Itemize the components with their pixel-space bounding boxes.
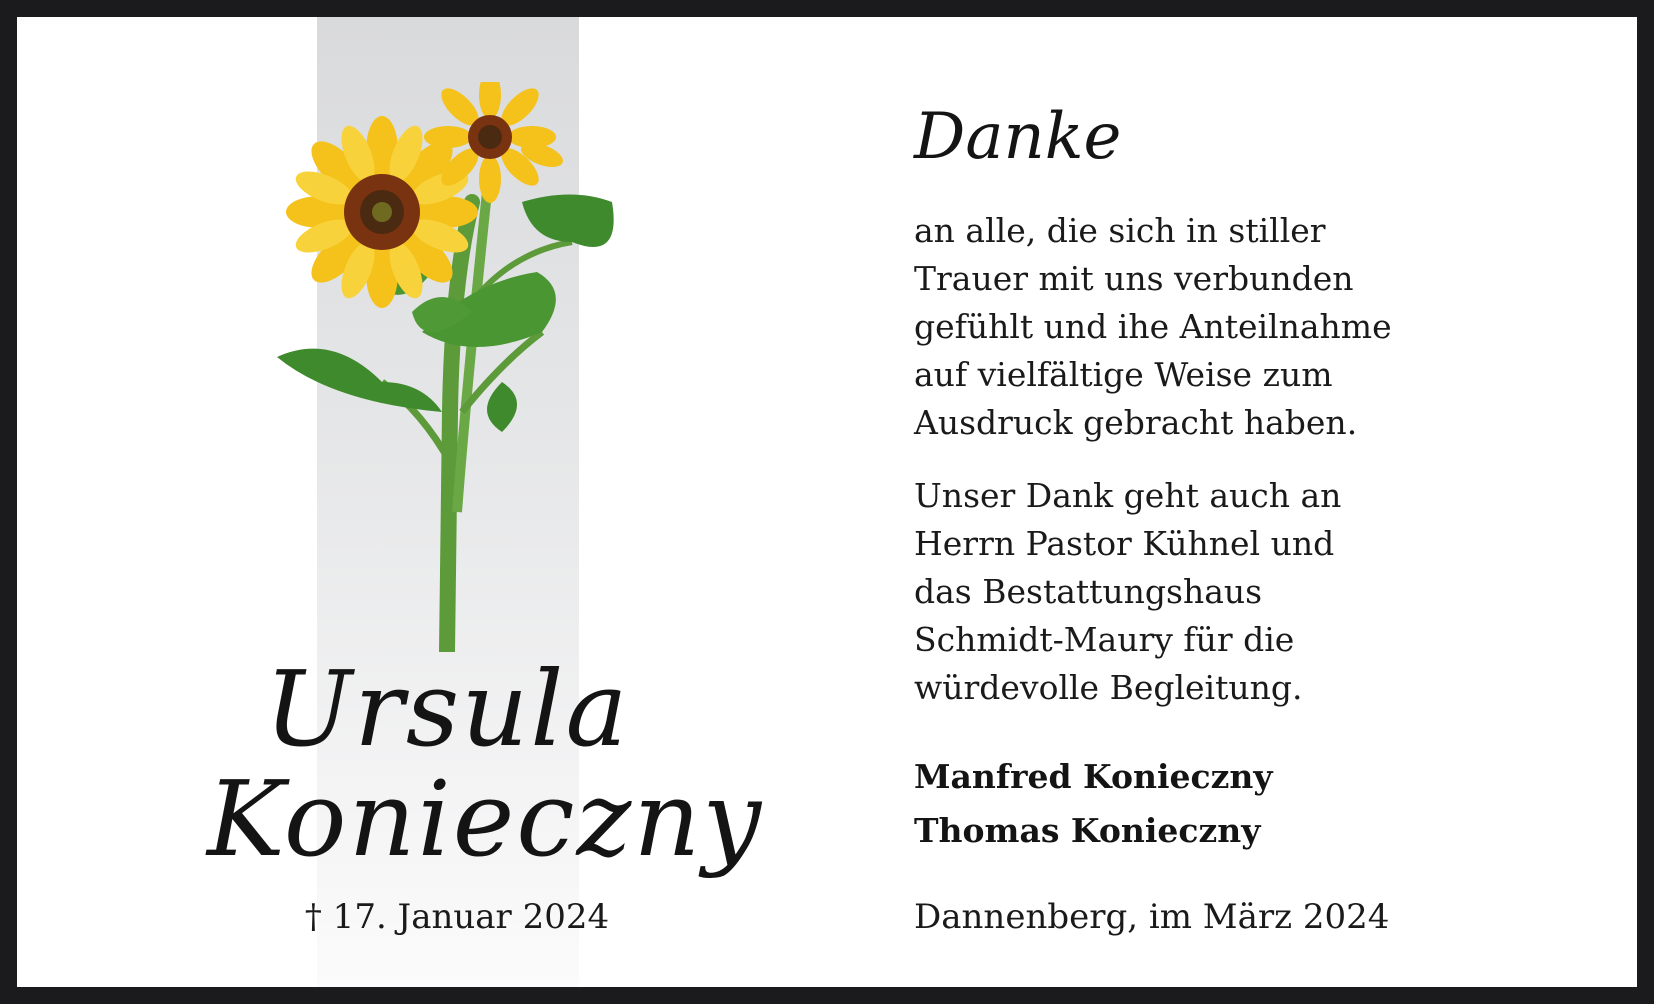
text-line: Herrn Pastor Kühnel und (914, 524, 1335, 563)
place-date: Dannenberg, im März 2024 (914, 897, 1390, 937)
paragraph-thanks (914, 207, 1392, 447)
text-line: das Bestattungshaus (914, 572, 1263, 611)
deceased-last-name: Konieczny (207, 758, 764, 880)
signer-name: Manfred Konieczny (914, 757, 1273, 796)
text-line: Ausdruck gebracht haben. (914, 403, 1358, 442)
signers (914, 750, 1273, 858)
text-line: würdevolle Begleitung. (914, 668, 1303, 707)
text-line: Trauer mit uns verbunden (914, 259, 1354, 298)
text-line: gefühlt und ihe Anteilnahme (914, 307, 1392, 346)
obituary-card (17, 17, 1637, 987)
paragraph-special-thanks (914, 472, 1341, 712)
death-date: † 17. Januar 2024 (304, 897, 610, 937)
sunflower-image (272, 82, 662, 652)
text-line: auf vielfältige Weise zum (914, 355, 1333, 394)
signer-name: Thomas Konieczny (914, 811, 1261, 850)
deceased-first-name: Ursula (264, 648, 630, 770)
text-line: an alle, die sich in stiller (914, 211, 1326, 250)
text-line: Schmidt-Maury für die (914, 620, 1295, 659)
text-line: Unser Dank geht auch an (914, 476, 1342, 515)
title: Danke (914, 100, 1122, 174)
